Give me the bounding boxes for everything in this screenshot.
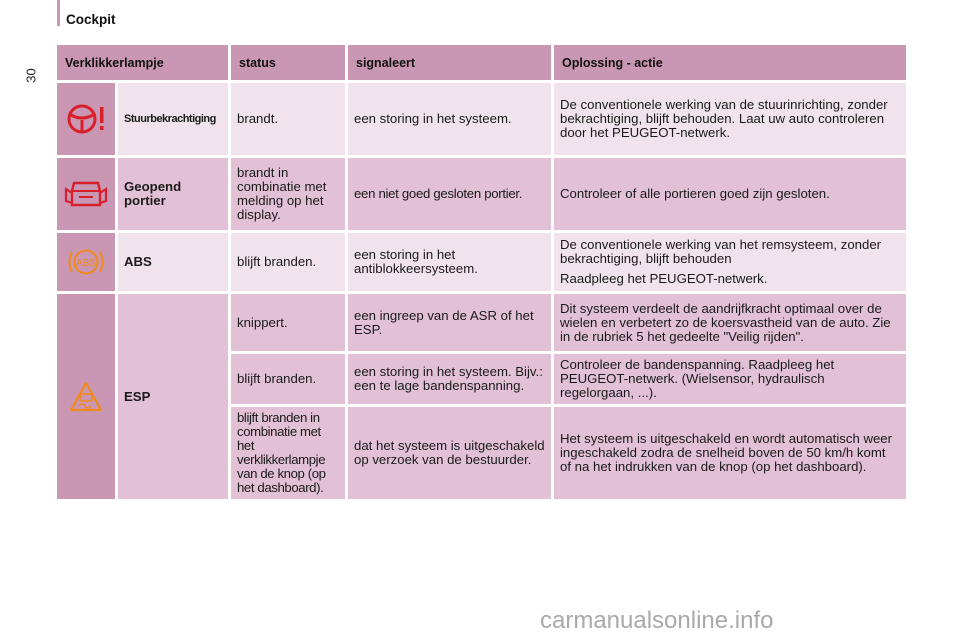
table-row	[57, 233, 906, 291]
status-cell: brandt in combinatie met melding op het display.	[231, 158, 345, 230]
column-header-action: Oplossing - actie	[554, 45, 906, 80]
esp-skid-icon	[69, 381, 103, 413]
icon-cell	[57, 158, 115, 230]
action-cell: Controleer de bandenspanning. Raadpleeg het PEUGEOT-netwerk. (Wielsensor, hydraulisch regelorgaan, ...).	[554, 354, 906, 404]
signal-cell: dat het systeem is uitgeschakeld op verzoek van de bestuurder.	[348, 407, 551, 499]
table-row	[57, 158, 906, 230]
status-cell: brandt.	[231, 83, 345, 155]
signal-cell: een ingreep van de ASR of het ESP.	[348, 294, 551, 351]
status-cell: blijft branden.	[231, 233, 345, 291]
watermark: carmanualsonline.info	[540, 607, 774, 634]
svg-text:ABS: ABS	[75, 258, 97, 269]
action-text: De conventionele werking van het remsysteem, zonder bekrachtiging, blijft behouden	[560, 237, 882, 266]
action-cell	[554, 233, 906, 291]
signal-cell: een storing in het antiblokkeersysteem.	[348, 233, 551, 291]
icon-cell	[57, 233, 115, 291]
action-cell: Controleer of alle portieren goed zijn gesloten.	[554, 158, 906, 230]
page-title: Cockpit	[66, 12, 116, 27]
column-header-light: Verklikkerlampje	[57, 45, 228, 80]
door-open-icon	[64, 177, 108, 211]
light-name: Stuurbekrachtiging	[118, 83, 228, 155]
steering-warning-icon	[64, 101, 108, 137]
column-header-status: status	[231, 45, 345, 80]
signal-cell: een storing in het systeem. Bijv.: een te lage bandenspanning.	[348, 354, 551, 404]
table-row	[57, 294, 906, 351]
status-cell: knippert.	[231, 294, 345, 351]
signal-cell: een niet goed gesloten portier.	[348, 158, 551, 230]
action-text-extra: Raadpleeg het PEUGEOT-netwerk.	[560, 271, 768, 286]
margin-bar	[57, 0, 60, 26]
column-header-signal: signaleert	[348, 45, 551, 80]
table-row	[57, 83, 906, 155]
light-name: Geopend portier	[118, 158, 228, 230]
light-name: ABS	[118, 233, 228, 291]
abs-icon	[64, 245, 108, 279]
icon-cell	[57, 83, 115, 155]
table-header-row	[57, 45, 906, 80]
action-cell: Dit systeem verdeelt de aandrijfkracht optimaal over de wielen en verbetert zo de koersvastheid van de auto. Zie in de rubriek 5 het gedeelte "Veilig rijden".	[554, 294, 906, 351]
signal-cell: een storing in het systeem.	[348, 83, 551, 155]
action-cell: Het systeem is uitgeschakeld en wordt automatisch weer ingeschakeld zodra de snelheid boven de 50 km/h komt of na het indrukken van de knop (op het dashboard).	[554, 407, 906, 499]
light-name: ESP	[118, 294, 228, 499]
action-cell: De conventionele werking van de stuurinrichting, zonder bekrachtiging, blijft behouden. Laat uw auto controleren door het PEUGEOT-netwerk.	[554, 83, 906, 155]
warning-lights-table	[54, 45, 909, 499]
status-cell: blijft branden.	[231, 354, 345, 404]
status-cell: blijft branden in combinatie met het verklikkerlampje van de knop (op het dashboard).	[231, 407, 345, 499]
icon-cell	[57, 294, 115, 499]
page-number: 30	[23, 68, 39, 83]
